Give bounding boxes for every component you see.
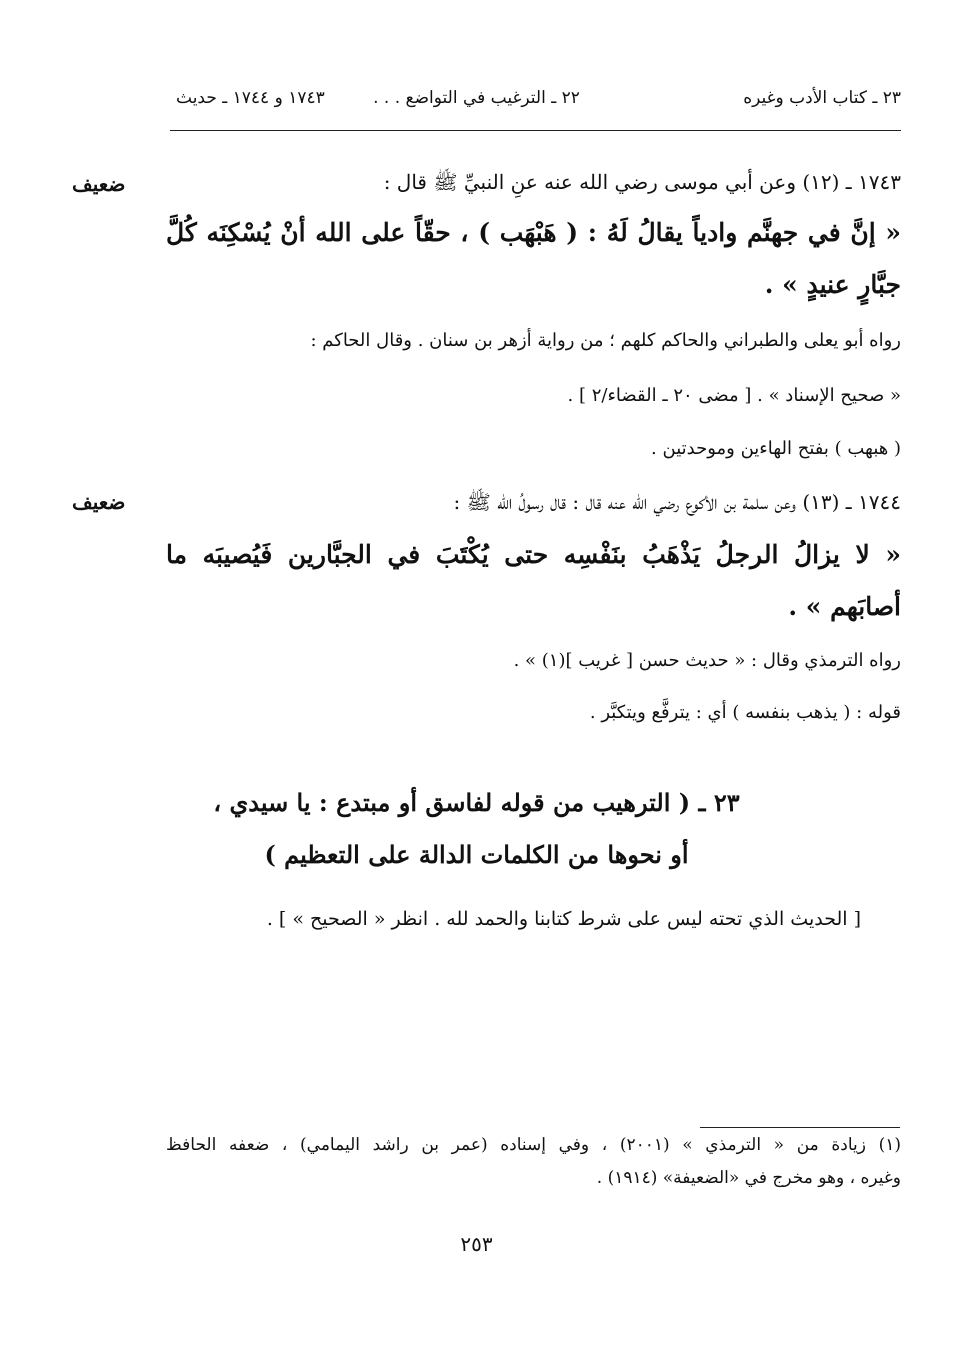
hadith-1744-text-line1: « لا يزالُ الرجلُ يَذْهَبُ بنَفْسِه حتى يُكْتَبَ في الجبَّارين فَيُصيبَه ما	[166, 540, 901, 569]
hadith-1744-text-line2: أصابَهم » .	[788, 592, 901, 621]
header-hadith-range: ١٧٤٣ و ١٧٤٤ ـ حديث	[176, 88, 325, 108]
hadith-1743-grading-note: « صحيح الإسناد » . [ مضى ٢٠ ـ القضاء/٢ ] .	[567, 385, 901, 406]
hadith-1743-word-note: ( هبهب ) بفتح الهاءين وموحدتين .	[651, 438, 901, 459]
chapter-editor-note: [ الحديث الذي تحته ليس على شرط كتابنا والحمد لله . انظر « الصحيح » ] .	[266, 908, 861, 930]
hadith-1743-text-line1: « إنَّ في جهنَّم وادياً يقالُ لَهُ : ( هَبْهَب ) ، حقّاً على الله أنْ يُسْكِنَه كُلَّ	[166, 218, 901, 247]
hadith-1743-text-line2: جبَّارٍ عنيدٍ » .	[764, 270, 901, 299]
footnote-1-line1: (١) زيادة من « الترمذي » (٢٠٠١) ، وفي إسناده (عمر بن راشد اليمامي) ، ضعفه الحافظ	[166, 1135, 901, 1155]
hadith-1744-intro: ١٧٤٤ ـ (١٣) وعن سلمة بن الأكوع رضي الله عنه قال : قال رسولُ الله ﷺ :	[453, 490, 901, 514]
header-book-title: ٢٣ ـ كتاب الأدب وغيره	[743, 88, 901, 108]
chapter-heading-line2: أو نحوها من الكلمات الدالة على التعظيم )	[264, 840, 689, 869]
grade-label-1743: ضعيف	[72, 172, 126, 196]
hadith-1743-intro: ١٧٤٣ ـ (١٢) وعن أبي موسى رضي الله عنه عنِ النبيِّ ﷺ قال :	[383, 170, 901, 194]
page-number: ٢٥٣	[460, 1232, 493, 1256]
grade-label-1744: ضعيف	[72, 490, 126, 514]
hadith-1744-source-note: رواه الترمذي وقال : « حديث حسن [ غريب ](١) » .	[513, 650, 901, 671]
hadith-1744-word-note: قوله : ( يذهب بنفسه ) أي : يترفَّع ويتكبَّر .	[589, 702, 901, 723]
footnote-1-line2: وغيره ، وهو مخرج في «الضعيفة» (١٩١٤) .	[596, 1168, 901, 1188]
footnote-rule	[700, 1127, 900, 1128]
header-chapter-title: ٢٢ ـ الترغيب في التواضع . . .	[373, 88, 580, 108]
chapter-heading-line1: ٢٣ ـ ( الترهيب من قوله لفاسق أو مبتدع : يا سيدي ،	[213, 788, 740, 817]
header-rule	[170, 130, 901, 131]
hadith-1743-source-note: رواه أبو يعلى والطبراني والحاكم كلهم ؛ من رواية أزهر بن سنان . وقال الحاكم :	[310, 330, 901, 351]
